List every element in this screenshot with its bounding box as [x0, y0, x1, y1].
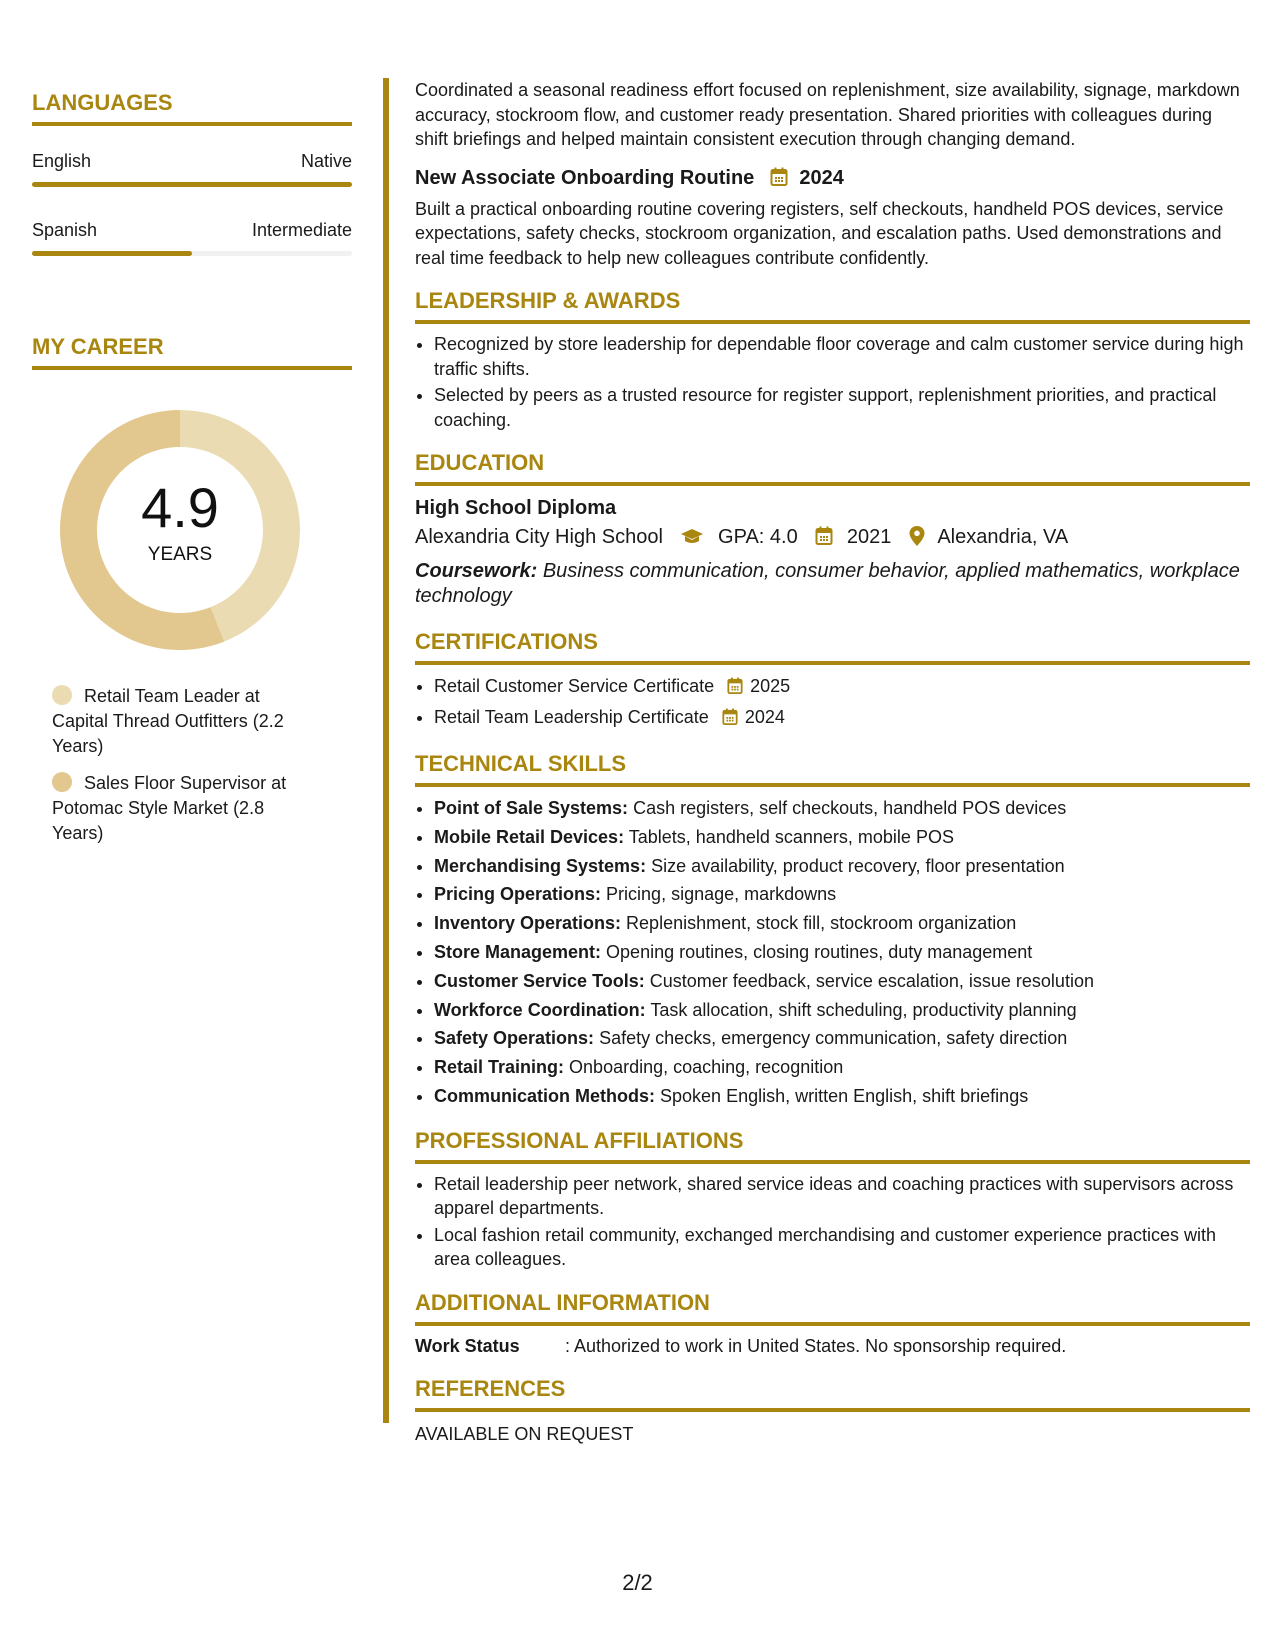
work-status-label: Work Status — [415, 1335, 520, 1356]
calendar-icon — [815, 525, 833, 555]
certification-name: Retail Team Leadership Certificate — [434, 707, 709, 727]
page-number: 2/2 — [622, 1570, 653, 1595]
career-legend — [52, 684, 352, 846]
skill-item — [434, 1025, 1250, 1052]
skill-item — [434, 881, 1250, 908]
language-name: English — [32, 151, 92, 171]
column-divider — [383, 78, 389, 1423]
skill-label: Merchandising Systems: — [434, 855, 647, 876]
career-heading: MY CAREER — [32, 334, 352, 370]
skill-value: Task allocation, shift scheduling, productivity planning — [650, 999, 1077, 1020]
skill-label: Retail Training: — [434, 1057, 565, 1078]
skills-heading: TECHNICAL SKILLS — [415, 751, 1250, 787]
skill-label: Communication Methods: — [434, 1085, 655, 1106]
project-description: Built a practical onboarding routine covering registers, self checkouts, handheld POS devices, service expectations, safety checks, stockroom organization, and escalation paths. Used demonstrations and real time feedback to help new colleagues contribute confidently. — [415, 198, 1224, 268]
skill-item — [434, 1054, 1250, 1081]
list-item: • Retail leadership peer network, shared service ideas and coaching practices with supervisors across apparel departments. — [434, 1172, 1250, 1221]
skill-value: Spoken English, written English, shift briefings — [660, 1085, 1029, 1106]
education-school: Alexandria City High School — [415, 526, 663, 548]
left-column — [32, 90, 352, 858]
skill-label: Store Management: — [434, 941, 602, 962]
skill-item — [434, 824, 1250, 851]
education-heading: EDUCATION — [415, 450, 1250, 486]
skill-value: Safety checks, emergency communication, safety direction — [599, 1028, 1068, 1049]
skill-item — [434, 795, 1250, 822]
language-proficiency-bar — [32, 251, 352, 256]
map-pin-icon — [909, 525, 925, 555]
languages-heading: LANGUAGES — [32, 90, 352, 126]
legend-dot — [52, 772, 72, 792]
career-role-label: Sales Floor Supervisor at Potomac Style Market (2.8 Years) — [52, 773, 287, 843]
affiliations-heading: PROFESSIONAL AFFILIATIONS — [415, 1128, 1250, 1164]
career-donut-chart — [60, 410, 300, 650]
skill-item — [434, 910, 1250, 937]
skill-label: Point of Sale Systems: — [434, 798, 629, 818]
calendar-icon — [722, 707, 738, 733]
skills-list — [415, 795, 1250, 1110]
list-item: • Recognized by store leadership for dependable floor coverage and calm customer service during high traffic shifts. — [434, 332, 1250, 381]
certification-year: 2024 — [744, 707, 785, 727]
skill-item — [434, 853, 1250, 880]
certifications-heading: CERTIFICATIONS — [415, 629, 1250, 665]
language-item — [32, 219, 352, 256]
education-details — [415, 522, 1250, 555]
skill-value: Customer feedback, service escalation, issue resolution — [649, 970, 1094, 991]
language-name: Spanish — [32, 220, 98, 240]
skill-label: Safety Operations: — [434, 1028, 595, 1049]
certifications-list — [415, 673, 1250, 733]
education-coursework — [415, 559, 1250, 609]
skill-value: Opening routines, closing routines, duty management — [606, 941, 1033, 962]
references-text: AVAILABLE ON REQUEST — [415, 1424, 634, 1445]
project-title-row — [415, 164, 1250, 195]
skill-label: Workforce Coordination: — [434, 999, 646, 1020]
intro-paragraph: Coordinated a seasonal readiness effort focused on replenishment, size availability, signage, markdown accuracy, stockroom flow, and customer ready presentation. Shared priorities with colleagues during shift briefings and helped maintain consistent execution through changing demand. — [415, 80, 1240, 149]
legend-dot — [52, 685, 72, 705]
certification-year: 2025 — [750, 676, 791, 696]
education-location: Alexandria, VA — [937, 526, 1069, 548]
language-level: Intermediate — [251, 220, 352, 240]
language-proficiency-fill — [32, 251, 192, 256]
skill-value: Replenishment, stock fill, stockroom organization — [626, 913, 1017, 934]
career-legend-item — [52, 684, 312, 759]
language-item — [32, 150, 352, 187]
skill-item — [434, 997, 1250, 1024]
career-total-value: 4.9 — [141, 476, 219, 539]
career-role-label: Retail Team Leader at Capital Thread Outfitters (2.2 Years) — [52, 686, 284, 756]
skill-value: Size availability, product recovery, floor presentation — [651, 855, 1065, 876]
skill-item — [434, 939, 1250, 966]
certification-name: Retail Customer Service Certificate — [434, 676, 715, 696]
career-total-unit: YEARS — [147, 544, 213, 565]
education-gpa: GPA: 4.0 — [718, 526, 798, 548]
language-list — [32, 150, 352, 256]
project-year: 2024 — [799, 166, 844, 189]
list-item: • Selected by peers as a trusted resource for register support, replenishment priorities, and practical coaching. — [434, 383, 1250, 432]
calendar-icon — [770, 167, 788, 195]
skill-label: Mobile Retail Devices: — [434, 826, 625, 847]
career-legend-item — [52, 771, 312, 846]
project-title: New Associate Onboarding Routine — [415, 166, 755, 189]
skill-label: Inventory Operations: — [434, 913, 622, 934]
work-status-value: : Authorized to work in United States. No sponsorship required. — [565, 1335, 1067, 1356]
skill-item — [434, 1083, 1250, 1110]
skill-label: Customer Service Tools: — [434, 970, 645, 991]
affiliations-list — [415, 1172, 1250, 1272]
skill-value: Pricing, signage, markdowns — [606, 884, 837, 905]
certification-item — [434, 673, 1250, 702]
language-proficiency-fill — [32, 182, 352, 187]
skill-value: Cash registers, self checkouts, handheld POS devices — [633, 798, 1067, 818]
additional-info-heading: ADDITIONAL INFORMATION — [415, 1290, 1250, 1326]
work-status-row — [415, 1334, 1250, 1359]
calendar-icon — [727, 676, 743, 702]
education-degree: High School Diploma — [415, 497, 617, 519]
coursework-text: Business communication, consumer behavior, applied mathematics, workplace technology — [415, 560, 1240, 607]
graduation-cap-icon — [680, 525, 704, 555]
skill-value: Onboarding, coaching, recognition — [569, 1057, 844, 1078]
right-column — [415, 78, 1250, 1447]
leadership-heading: LEADERSHIP & AWARDS — [415, 288, 1250, 324]
skill-value: Tablets, handheld scanners, mobile POS — [628, 826, 954, 847]
skill-item — [434, 968, 1250, 995]
references-heading: REFERENCES — [415, 1376, 1250, 1412]
skill-label: Pricing Operations: — [434, 884, 602, 905]
list-item: • Local fashion retail community, exchanged merchandising and customer experience practices with area colleagues. — [434, 1223, 1250, 1272]
language-proficiency-bar — [32, 182, 352, 187]
certification-item — [434, 704, 1250, 733]
language-level: Native — [300, 151, 352, 171]
education-year: 2021 — [846, 526, 892, 548]
leadership-list — [415, 332, 1250, 432]
coursework-label: Coursework: — [415, 560, 538, 582]
